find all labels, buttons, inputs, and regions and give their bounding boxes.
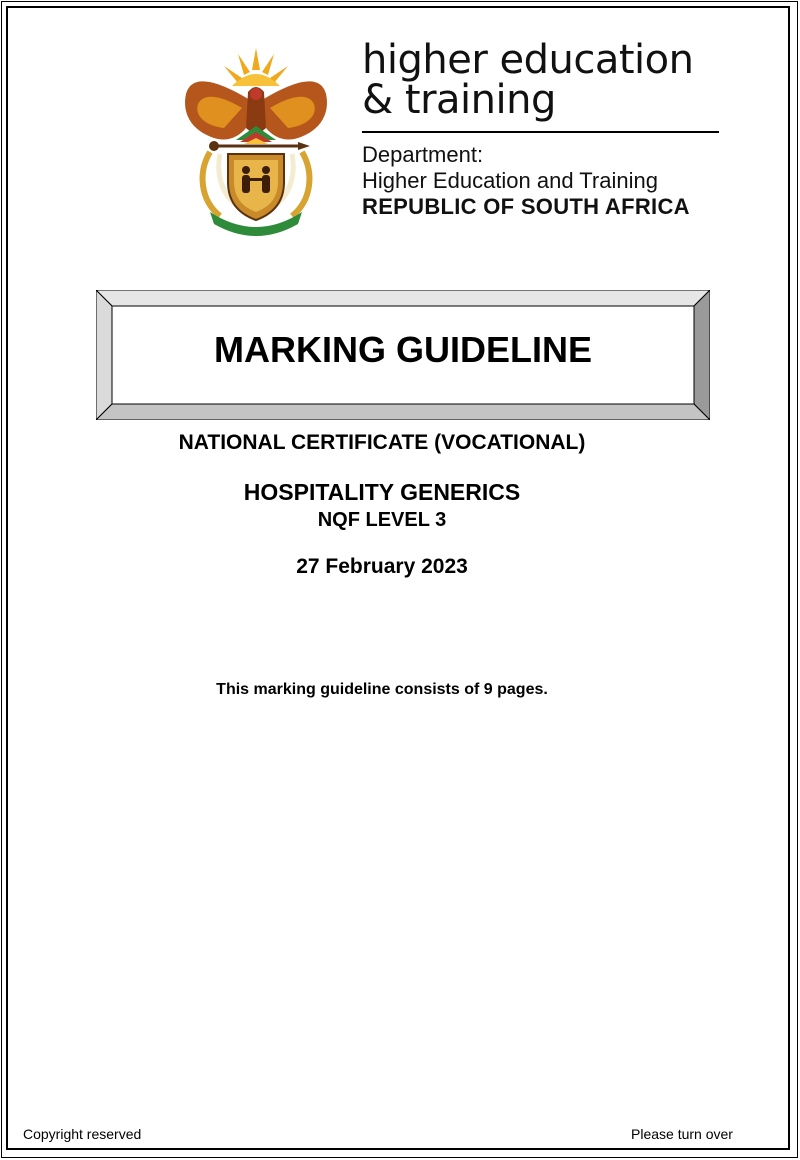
heading-divider — [362, 131, 719, 133]
title-box — [96, 290, 710, 420]
department-label: Department: — [362, 142, 484, 167]
turn-over-notice: Please turn over — [631, 1126, 733, 1142]
department-block — [362, 142, 742, 220]
country-name: REPUBLIC OF SOUTH AFRICA — [362, 194, 690, 219]
exam-date: 27 February 2023 — [296, 555, 468, 578]
heading-line-2: & training — [362, 77, 556, 123]
rising-sun — [224, 48, 288, 86]
certificate-title: NATIONAL CERTIFICATE (VOCATIONAL) — [178, 431, 586, 454]
document-title: MARKING GUIDELINE — [214, 329, 592, 370]
page-count-note: This marking guideline consists of 9 pages. — [216, 681, 548, 698]
department-heading — [362, 37, 732, 123]
nqf-level: NQF LEVEL 3 — [317, 509, 447, 531]
heading-line-1: higher education — [362, 37, 694, 83]
coat-of-arms-logo — [180, 42, 332, 236]
copyright-notice: Copyright reserved — [23, 1126, 142, 1142]
department-name: Higher Education and Training — [362, 168, 658, 193]
subject-title: HOSPITALITY GENERICS — [243, 479, 521, 505]
